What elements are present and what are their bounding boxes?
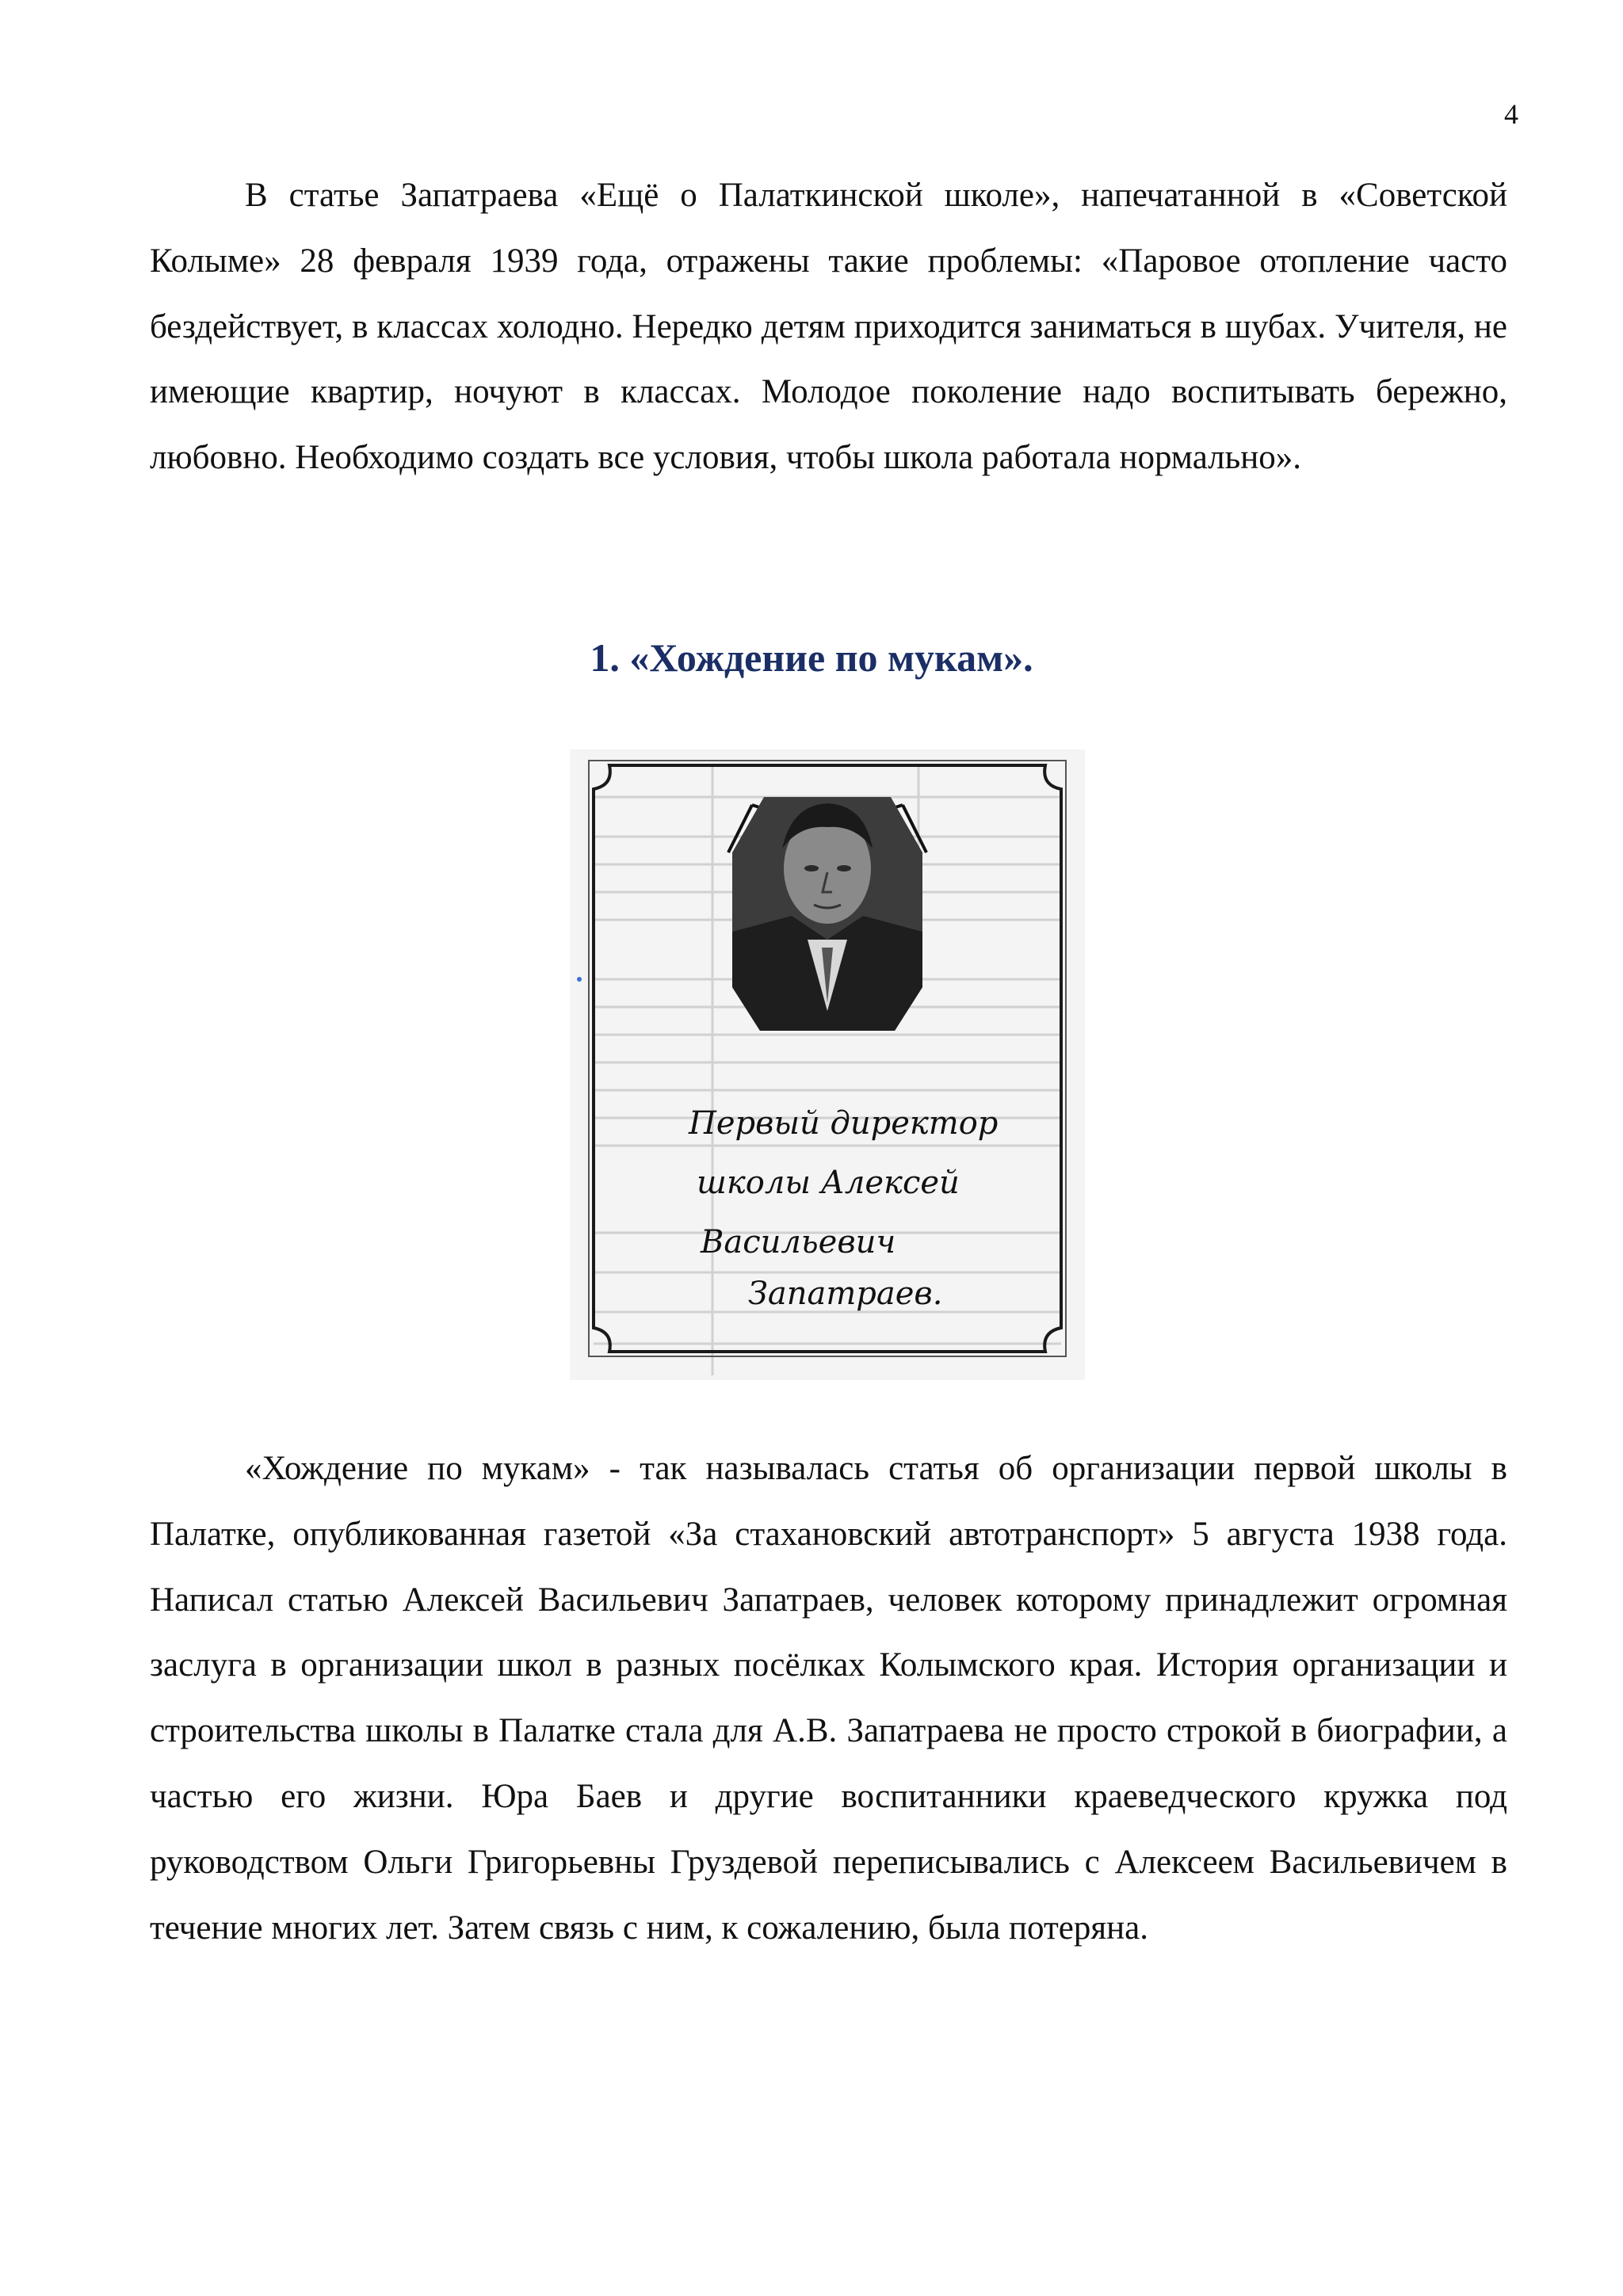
- section-heading: 1. «Хождение по мукам».: [590, 635, 1033, 680]
- photo-card-drawing: [570, 749, 1085, 1380]
- caption-line-3: Васильевич: [701, 1224, 896, 1261]
- archival-photo-card: [570, 749, 1085, 1380]
- body-paragraph: «Хождение по мукам» - так называлась статья об организации первой школы в Палатке, опубликованная газетой «За стахановский автотранспорт» 5 августа 1938 года. Написал статью Алексей Васильевич Запатраев, человек которому принадлежит огромная заслуга в организации школ в разных посёлках Колымского края. История организации и строительства школы в Палатке стала для А.В. Запатраева не просто строкой в биографии, а частью его жизни. Юра Баев и другие воспитанники краеведческого кружка под руководством Ольги Григорьевны Груздевой переписывались с Алексеем Васильевичем в течение многих лет. Затем связь с ним, к сожалению, была потеряна.: [150, 1450, 1507, 1947]
- page-number: 4: [1504, 98, 1518, 130]
- intro-paragraph: В статье Запатраева «Ещё о Палаткинской школе», напечатанной в «Советской Колыме» 28 февраля 1939 года, отражены такие проблемы: «Паровое отопление часто бездействует, в классах холодно. Нередко детям приходится заниматься в шубах. Учителя, не имеющие квартир, ночуют в классах. Молодое поколение надо воспитывать бережно, любовно. Необходимо создать все условия, чтобы школа работала нормально».: [150, 177, 1507, 477]
- caption-line-2: школы Алексей: [697, 1165, 960, 1201]
- caption-line-1: Первый директор: [689, 1105, 999, 1142]
- caption-line-4: Запатраев.: [748, 1276, 943, 1312]
- handwritten-caption: [688, 1105, 998, 1312]
- portrait-photo: [732, 797, 922, 1031]
